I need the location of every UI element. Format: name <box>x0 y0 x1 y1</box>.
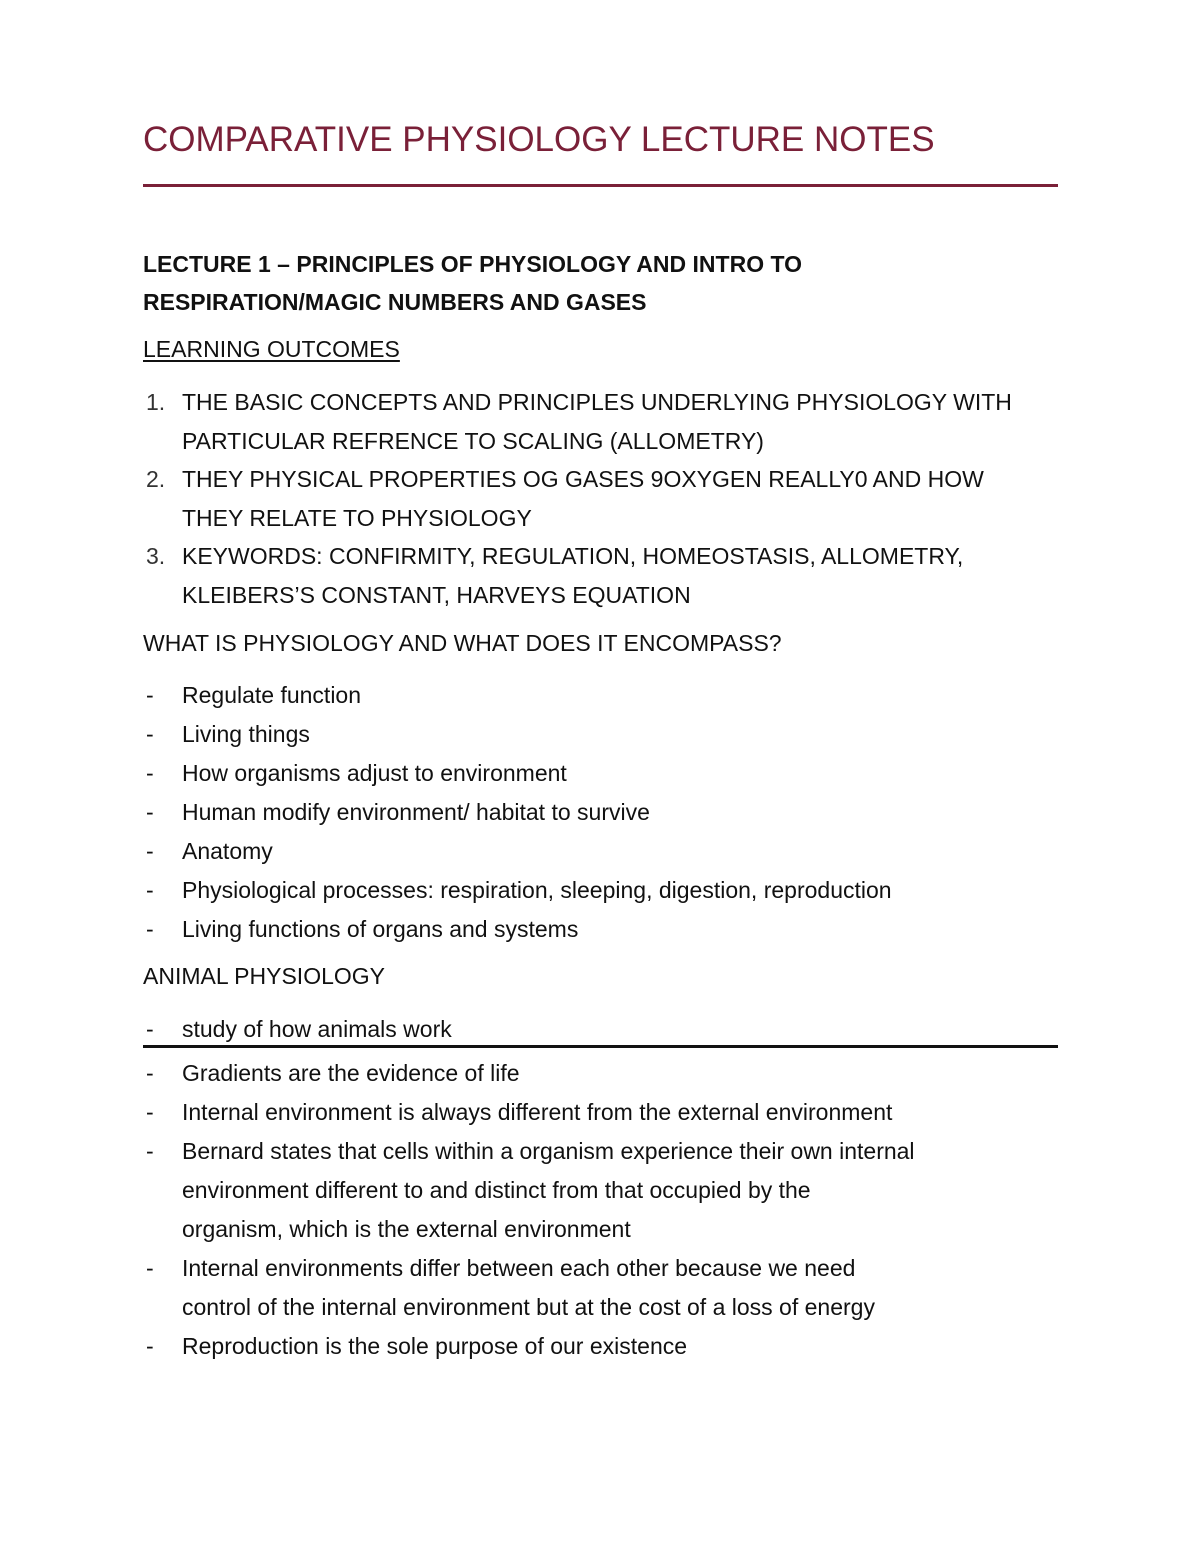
list-item-text: Internal environment is always different from the external environment <box>182 1099 893 1125</box>
outcome-text-line: THEY PHYSICAL PROPERTIES OG GASES 9OXYGEN REALLY0 AND HOW <box>182 466 984 492</box>
outcome-number: 2. <box>146 466 166 492</box>
dash-bullet: - <box>146 1099 154 1125</box>
dash-bullet: - <box>146 799 154 825</box>
list-item-text: Physiological processes: respiration, sleeping, digestion, reproduction <box>182 877 892 903</box>
lecture-heading-line-2: RESPIRATION/MAGIC NUMBERS AND GASES <box>143 289 647 315</box>
list-item <box>143 715 1062 754</box>
list-item <box>143 754 1062 793</box>
list-item-text: Gradients are the evidence of life <box>182 1060 520 1086</box>
list-item-text: Reproduction is the sole purpose of our existence <box>182 1333 688 1359</box>
list-item-text: Internal environments differ between each other because we need <box>182 1255 856 1281</box>
list-item-text: organism, which is the external environment <box>182 1216 631 1242</box>
list-item-text: Regulate function <box>182 682 362 708</box>
outcome-item <box>143 460 1062 537</box>
document-title: COMPARATIVE PHYSIOLOGY LECTURE NOTES <box>143 120 935 159</box>
dash-bullet: - <box>146 760 154 786</box>
outcome-text-line: KLEIBERS’S CONSTANT, HARVEYS EQUATION <box>182 581 691 608</box>
list-item <box>143 910 1062 949</box>
learning-outcomes-list <box>143 383 1062 614</box>
outcome-item <box>143 383 1062 460</box>
dash-bullet: - <box>146 916 154 942</box>
list-item-text: Human modify environment/ habitat to survive <box>182 799 650 825</box>
list-item-text: Living functions of organs and systems <box>182 916 579 942</box>
dash-bullet: - <box>146 1333 154 1359</box>
animal-physiology-list-bottom <box>143 1054 1062 1366</box>
list-item <box>143 793 1062 832</box>
outcome-text-line: PARTICULAR REFRENCE TO SCALING (ALLOMETRY) <box>182 427 764 454</box>
dash-bullet: - <box>146 1060 154 1086</box>
learning-outcomes-label: LEARNING OUTCOMES <box>143 336 400 362</box>
title-divider <box>143 184 1058 187</box>
dash-bullet: - <box>146 682 154 708</box>
list-item-text: Bernard states that cells within a organism experience their own internal <box>182 1138 915 1164</box>
list-item-text: Anatomy <box>182 838 273 864</box>
what-is-physiology-list <box>143 676 1062 949</box>
list-item <box>143 1249 1062 1327</box>
animal-physiology-list-top <box>143 1010 1062 1049</box>
list-item <box>143 1054 1062 1093</box>
list-item-text: study of how animals work <box>182 1016 452 1042</box>
lecture-heading-line-1: LECTURE 1 – PRINCIPLES OF PHYSIOLOGY AND INTRO TO <box>143 251 802 277</box>
outcome-item <box>143 537 1062 614</box>
dash-bullet: - <box>146 721 154 747</box>
list-item <box>143 1010 1062 1049</box>
list-item <box>143 676 1062 715</box>
dash-bullet: - <box>146 838 154 864</box>
outcome-text-line: KEYWORDS: CONFIRMITY, REGULATION, HOMEOSTASIS, ALLOMETRY, <box>182 543 964 569</box>
section-divider <box>143 1045 1058 1048</box>
dash-bullet: - <box>146 1016 154 1042</box>
list-item-text: Living things <box>182 721 310 747</box>
list-item-text: environment different to and distinct from that occupied by the <box>182 1177 811 1203</box>
animal-physiology-label: ANIMAL PHYSIOLOGY <box>143 963 385 989</box>
list-item <box>143 871 1062 910</box>
list-item <box>143 1093 1062 1132</box>
outcome-number: 1. <box>146 389 166 415</box>
list-item <box>143 832 1062 871</box>
list-item-text: How organisms adjust to environment <box>182 760 567 786</box>
outcome-number: 3. <box>146 543 166 569</box>
list-item <box>143 1132 1062 1249</box>
list-item <box>143 1327 1062 1366</box>
dash-bullet: - <box>146 1255 154 1281</box>
what-is-physiology-label: WHAT IS PHYSIOLOGY AND WHAT DOES IT ENCOMPASS? <box>143 630 782 656</box>
dash-bullet: - <box>146 1138 154 1164</box>
lecture-heading <box>143 245 802 321</box>
dash-bullet: - <box>146 877 154 903</box>
outcome-text-line: THEY RELATE TO PHYSIOLOGY <box>182 504 532 531</box>
list-item-text: control of the internal environment but at the cost of a loss of energy <box>182 1294 875 1320</box>
outcome-text-line: THE BASIC CONCEPTS AND PRINCIPLES UNDERLYING PHYSIOLOGY WITH <box>182 389 1012 415</box>
